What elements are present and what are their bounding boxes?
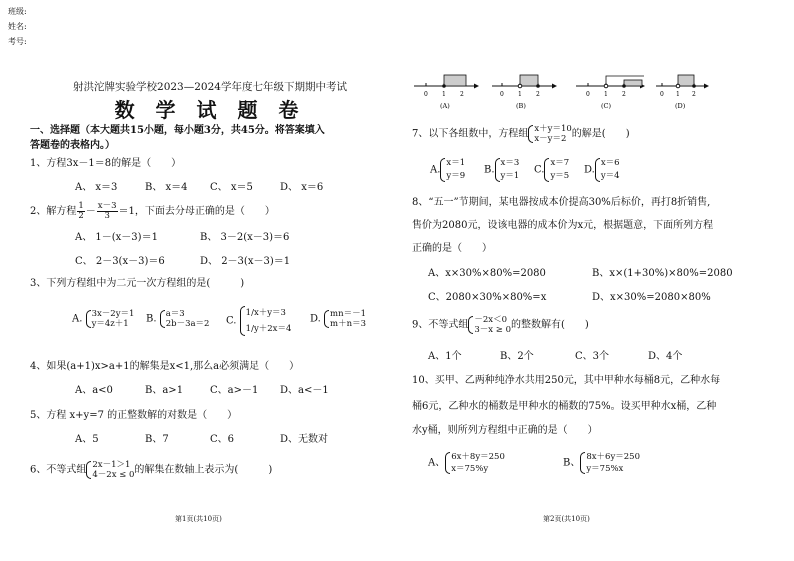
q9-option-d: D、4个 (648, 351, 683, 362)
nl-d-tick-0: 0 (660, 91, 664, 98)
q7-d-label: D. (584, 164, 595, 176)
q8-line-3: 正确的是（ ） (412, 243, 492, 254)
q5-option-d: D、无数对 (280, 434, 329, 445)
class-label: 班级: (8, 7, 27, 16)
q7-c-system (544, 157, 569, 183)
q10-b-eq1: 8x＋6y＝250 (586, 452, 640, 462)
q6-ineq2: 4－2x ≤ 0 (92, 470, 135, 480)
q7-option-c (534, 157, 569, 183)
dot-b-2 (536, 84, 540, 88)
q6-ineq1: 2x－1＞1 (92, 460, 131, 470)
dot-b-1 (518, 84, 522, 88)
q7-stem-pre: 7、以下各组数中，方程组 (412, 128, 529, 140)
q3-d-eq2: m＋n＝3 (330, 319, 366, 329)
number-line-c (576, 76, 644, 110)
q7-option-b (484, 157, 519, 183)
q3-d-label: D. (310, 313, 321, 325)
q2-f2-num: x－3 (97, 201, 117, 211)
q4-option-b: B、a>1 (145, 385, 184, 396)
q2-stem (30, 202, 275, 221)
q3-a-eq1: 3x－2y＝1 (91, 309, 135, 319)
q2-stem-pre: 2、解方程 (30, 206, 77, 217)
number-line-d (656, 75, 708, 110)
q7-eq2: x－y＝2 (534, 134, 567, 144)
q2-stem-post: ＝1，下面去分母正确的是（ ） (118, 206, 275, 217)
q7-a-label: A. (430, 164, 441, 176)
footer-right: 第2页(共10页) (543, 515, 590, 523)
q9-stem (412, 315, 589, 335)
student-info (8, 4, 27, 49)
q2-option-b: B、 3－2(x－3)＝6 (200, 232, 290, 243)
q9-stem-post: 的整数解有( ) (511, 319, 589, 331)
q9-option-c: C、3个 (575, 351, 610, 362)
q5-stem: 5、方程 x+y=7 的正整数解的对数是（ ） (30, 410, 238, 421)
nl-b-tick-0: 0 (500, 91, 504, 98)
q3-b-label: B. (146, 313, 157, 325)
q7-option-a (430, 157, 465, 183)
q2-f1-num: 1 (78, 201, 84, 211)
q3-option-d (310, 309, 366, 329)
q2-option-d: D、 2－3(x－3)＝1 (200, 256, 291, 267)
q6-stem (30, 460, 272, 480)
q4-option-d: D、a<－1 (280, 385, 329, 396)
q7-b-system (495, 157, 520, 183)
q10-a-eq2: x＝75%y (451, 464, 489, 474)
q1-stem: 1、方程3x－1＝8的解是（ ） (30, 158, 182, 169)
nl-b-tick-1: 1 (518, 91, 522, 98)
q7-d-y: y＝4 (600, 171, 620, 181)
q7-a-x: x＝1 (446, 158, 466, 168)
q10-b-system (580, 451, 640, 475)
q8-option-a: A、x×30%×80%=2080 (428, 268, 546, 279)
q7-system (528, 124, 571, 144)
q9-ineq2: 3－x ≥ 0 (474, 325, 512, 335)
dot-d-1 (676, 84, 680, 88)
q2-option-c: C、 2－3(x－3)＝6 (75, 256, 165, 267)
q3-c-eq2: 1/y＋2x＝4 (245, 324, 292, 334)
q7-c-label: C. (534, 164, 545, 176)
q7-a-system (440, 157, 465, 183)
q3-a-label: A. (72, 313, 83, 325)
q8-option-b: B、x×(1+30%)×80%=2080 (592, 268, 733, 279)
q4-option-a: A、a<0 (75, 385, 113, 396)
school-line: 射洪沱牌实验学校2023—2024学年度七年级下期期中考试 (73, 81, 347, 93)
section-heading-2: 答题卷的表格内。） (30, 140, 115, 151)
q3-c-eq1: 1/x＋y＝3 (245, 308, 286, 318)
number-line-figures (412, 66, 712, 114)
q9-option-b: B、2个 (500, 351, 534, 362)
q2-minus: － (85, 206, 96, 217)
q3-b-eq2: 2b－3a＝2 (165, 319, 210, 329)
nl-a-tick-1: 1 (442, 91, 446, 98)
q6-stem-pre: 6、不等式组 (30, 464, 87, 476)
q6-system (86, 460, 134, 480)
dot-a (442, 84, 446, 88)
q7-b-y: y＝1 (500, 171, 520, 181)
q3-a-system (86, 309, 135, 329)
q4-stem: 4、如果(a+1)x>a+1的解集是x<1,那么a必须满足（ ） (30, 361, 300, 372)
nl-b-label: (B) (516, 102, 526, 110)
q3-d-system (324, 309, 366, 329)
q7-b-label: B. (484, 164, 495, 176)
nl-c-tick-0: 0 (586, 91, 590, 98)
dot-d-2 (692, 84, 696, 88)
q3-option-a (72, 309, 134, 329)
q8-line-2: 售价为2080元，设该电器的成本价为x元，根据题意，下面所列方程 (412, 220, 714, 231)
q3-a-eq2: y＝4z＋1 (91, 319, 129, 329)
q7-d-x: x＝6 (600, 158, 620, 168)
nl-a-tick-0: 0 (424, 91, 428, 98)
q7-eq1: x＋y＝10 (534, 124, 572, 134)
nl-d-label: (D) (675, 102, 686, 110)
q3-b-system (160, 309, 210, 329)
q3-c-system (240, 305, 292, 337)
paper-title: 数 学 试 题 卷 (114, 98, 306, 122)
q2-option-a: A、 1－(x－3)＝1 (75, 232, 158, 243)
q3-option-c (226, 305, 291, 337)
nl-a-tick-2: 2 (460, 91, 464, 98)
q7-a-y: y＝9 (446, 171, 466, 181)
nl-c-tick-2: 2 (622, 91, 626, 98)
q9-ineq1: －2x＜0 (474, 315, 507, 325)
q9-system (468, 315, 511, 335)
number-line-a (414, 75, 478, 110)
q5-option-a: A、5 (75, 434, 99, 445)
dot-c-1 (604, 84, 608, 88)
dot-c-2 (622, 84, 626, 88)
q7-option-d (584, 157, 620, 183)
q8-line-1: 8、“五一”节期间，某电器按成本价提高30%后标价，再打8折销售, (412, 197, 711, 208)
q2-fraction-1 (77, 202, 84, 221)
nl-d-tick-2: 2 (692, 91, 696, 98)
nl-a-label: (A) (440, 102, 450, 110)
q1-option-b: B、 x＝4 (145, 182, 188, 193)
q9-stem-pre: 9、不等式组 (412, 319, 469, 331)
q2-f2-den: 3 (104, 211, 110, 221)
section-heading-1: 一、选择题（本大题共15小题，每小题3分，共45分。将答案填入 (30, 125, 325, 136)
q3-option-b (146, 309, 209, 329)
q10-option-a (428, 451, 505, 475)
nl-c-label: (C) (601, 102, 612, 110)
q4-option-c: C、a>－1 (210, 385, 259, 396)
q8-option-c: C、2080×30%×80%=x (428, 292, 547, 303)
q7-stem-post: 的解是( ) (571, 128, 630, 140)
q7-stem (412, 124, 630, 144)
q3-d-eq1: mn＝－1 (330, 309, 366, 319)
q1-option-d: D、 x＝6 (280, 182, 324, 193)
q8-option-d: D、x×30%=2080×80% (592, 292, 711, 303)
q10-b-eq2: y＝75%x (586, 464, 624, 474)
q10-line-1: 10、买甲、乙两种纯净水共用250元，其中甲种水每桶8元，乙种水每 (412, 375, 721, 386)
q3-c-label: C. (226, 315, 237, 327)
q5-option-b: B、7 (145, 434, 169, 445)
q10-a-system (445, 451, 505, 475)
nl-b-tick-2: 2 (536, 91, 540, 98)
q2-fraction-2 (97, 202, 118, 221)
q3-stem: 3、下列方程组中为二元一次方程组的是( ) (30, 278, 245, 289)
number-line-b (492, 75, 556, 110)
name-label: 姓名: (8, 22, 27, 31)
q9-option-a: A、1个 (428, 351, 462, 362)
q7-b-x: x＝3 (500, 158, 520, 168)
q5-option-c: C、6 (210, 434, 235, 445)
q6-stem-post: 的解集在数轴上表示为( ) (134, 464, 273, 476)
q3-b-eq1: a＝3 (165, 309, 185, 319)
q10-a-label: A、 (428, 457, 446, 469)
q1-option-c: C、 x＝5 (210, 182, 253, 193)
nl-d-tick-1: 1 (676, 91, 680, 98)
q2-f1-den: 2 (78, 211, 84, 221)
q7-d-system (595, 157, 620, 183)
q10-a-eq1: 6x＋8y＝250 (451, 452, 505, 462)
q7-c-x: x＝7 (550, 158, 570, 168)
nl-c-tick-1: 1 (604, 91, 608, 98)
q10-line-3: 水y桶，则所列方程组中正确的是（ ） (412, 425, 598, 436)
q10-b-label: B、 (563, 457, 581, 469)
q7-c-y: y＝5 (550, 171, 570, 181)
exam-no-label: 考号: (8, 37, 27, 46)
q10-line-2: 桶6元，乙种水的桶数是甲种水的桶数的75%。设买甲种水x桶，乙种 (412, 401, 717, 412)
q1-option-a: A、 x＝3 (75, 182, 118, 193)
footer-left: 第1页(共10页) (175, 515, 222, 523)
q10-option-b (563, 451, 640, 475)
